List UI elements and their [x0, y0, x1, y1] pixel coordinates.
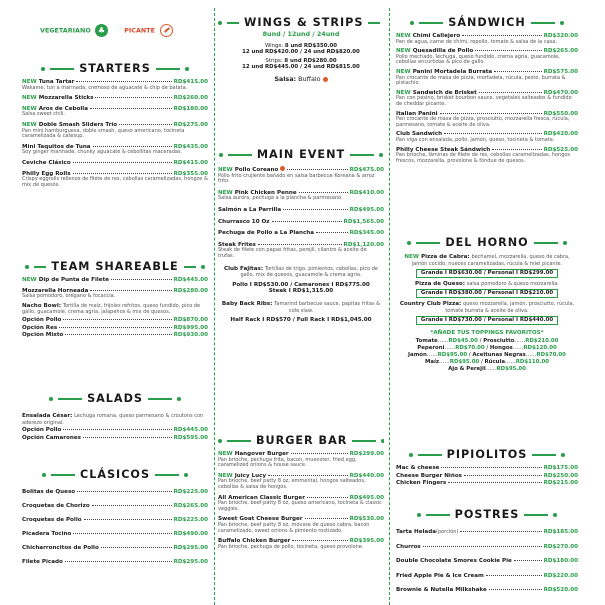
item-name: Fried Apple Pie & Ice Cream — [396, 572, 484, 579]
menu-item — [396, 473, 578, 480]
item-description: Wakame, tun a marinada, cremoso de aguacate & chip de batata. — [22, 84, 188, 91]
price-box: Grande I RD$630.00 / Personal I RD$299.00 — [416, 269, 558, 278]
item-price: RD$930.00 — [173, 332, 208, 339]
menu-item — [22, 106, 208, 118]
menu-column-middle — [218, 0, 384, 605]
item-name: Salmón a La Parrilla — [218, 206, 282, 213]
leader-dots — [292, 540, 347, 541]
menu-item — [396, 465, 578, 472]
leader-dots — [486, 575, 542, 576]
item-name: Pizza de Cabra: — [421, 254, 470, 260]
topping-row: Tomate……RD$45.00 / Prosciutto……RD$210.00 — [415, 337, 559, 344]
item-price: RD$345.00 — [349, 230, 384, 237]
postres-section — [396, 508, 578, 594]
new-badge: NEW — [396, 68, 411, 75]
leader-dots — [307, 497, 348, 498]
item-name: Quesadilla de Pollo — [412, 48, 474, 55]
topping-last: Ajo & Perejil……RD$95.00 — [448, 365, 526, 372]
item-price: RD$275.00 — [173, 121, 208, 128]
item-price: RD$595.00 — [173, 434, 208, 441]
menu-item — [22, 517, 208, 524]
item-name: Steak Frites — [218, 241, 256, 248]
item-name: Brownie & Nutella Milkshake — [396, 587, 487, 594]
menu-item — [396, 587, 578, 594]
pizza-item — [396, 301, 578, 325]
menu-item — [396, 558, 578, 565]
item-name: Picadera Tocino — [22, 531, 72, 538]
section-title: MAIN EVENT — [218, 148, 384, 161]
item-description: Salsa pomodoro, orégano & focaccia. — [22, 293, 116, 300]
item-price: RD$445.00 — [173, 277, 208, 283]
item-description: Pan brioche, beef patty 8 oz, mousse de queso cabra, bacon caramelizado, sweet onions & pimiento rostizado. — [218, 521, 370, 534]
menu-item — [22, 325, 208, 332]
leader-dots — [444, 133, 541, 134]
wings-section — [218, 16, 384, 83]
strips-prices: Strips: 8 und RD$280.00 — [265, 58, 337, 64]
new-badge: NEW — [396, 89, 411, 96]
salads-section — [22, 392, 208, 441]
item-name: Mozzarella Horneada — [22, 287, 89, 294]
item-description: Pan de agua, carne de chimi, repollo, tomate & salsa de la casa. — [396, 38, 557, 45]
club-fajitas: Club Fajitas: Tortillas de trigo, pimientos, cebollas, pico de gallo, mix de quesos, guacamole & crema agria. Pollo I RD$530.00 / Camarones I RD$775.00 Steak I RD$1,315.00 — [224, 265, 378, 295]
item-description: Pollo mechado, lechuga, queso fundido, crema agria, guacamole, cebollas encurtidas & pico de gallo. — [396, 53, 560, 66]
item-price: RD$215.00 — [543, 480, 578, 487]
item-name: Doble Smash Sliders Trio — [38, 121, 118, 128]
menu-item — [22, 559, 208, 566]
section-title: DEL HORNO — [396, 236, 578, 249]
menu-item — [22, 531, 208, 538]
item-name: Croquetas de Chorizo — [22, 503, 90, 510]
topping-name: Peperoni — [417, 344, 445, 351]
item-name: Country Club Pizza: — [399, 300, 462, 307]
menu-item — [218, 166, 384, 185]
item-price: RD$225.00 — [173, 489, 208, 495]
menu-item — [22, 95, 208, 102]
item-description: salsa pomodoro & queso mozzarella. — [466, 280, 559, 287]
baby-back-ribs: Baby Back Ribs: Tamarind barbecue sauce, papitas fritas & cole slaw. Half Rack I RD$570 / Full Rack I RD$1,045.00 — [221, 300, 381, 324]
leader-dots — [63, 429, 171, 430]
pipiolitos-section — [396, 448, 578, 487]
item-price: RD$280.00 — [173, 287, 208, 294]
item-name: Juicy Lucy — [234, 472, 267, 479]
item-name: Opción Camarones — [22, 434, 81, 441]
item-name: Philly Cheese Steak Sándwich — [396, 146, 491, 153]
menu-item — [218, 219, 384, 226]
menu-item — [396, 131, 578, 143]
wings-sizes: 8und / 12und / 24und — [262, 30, 340, 38]
menu-item — [22, 435, 208, 442]
column-divider — [389, 8, 390, 605]
item-name: Buffalo Chicken Burger — [218, 538, 291, 545]
item-price: RD$225.00 — [173, 517, 208, 524]
topping-name: Maíz — [425, 358, 440, 365]
leader-dots — [90, 108, 172, 109]
topping-price: RD$45.00 — [448, 337, 478, 344]
item-name: Churros — [396, 543, 421, 550]
menu-item — [218, 473, 384, 491]
leader-dots — [83, 437, 172, 438]
topping-row: Peperoni……RD$70.00 / Hongos……RD$120.00 — [417, 344, 557, 351]
item-price: RD$355.00 — [173, 170, 208, 177]
item-price: RD$180.00 — [173, 105, 208, 112]
sandwich-section — [396, 16, 578, 164]
leader-dots — [76, 81, 171, 82]
item-description: bechamel, mozzarella, queso de cabra, jamón cocido, nueces caramelizadas, rúcula & miel picante. — [411, 254, 570, 267]
leader-dots — [441, 467, 541, 468]
section-title: SÁNDWICH — [396, 16, 578, 29]
leader-dots — [423, 546, 542, 547]
item-price: RD$295.00 — [173, 559, 208, 566]
menu-item — [22, 122, 208, 140]
new-badge: NEW — [218, 167, 233, 173]
menu-item — [22, 288, 208, 300]
item-name: Croquetas de Pollo — [22, 517, 82, 524]
new-badge: NEW — [22, 95, 37, 102]
item-description: Pan crocante de masa de pizza, mortadela, rúcula, pesto, burrata & pistachio. — [396, 74, 566, 87]
item-price: RD$415.00 — [173, 159, 208, 166]
menu-item — [218, 451, 384, 469]
item-name: Pizza de Queso: — [415, 280, 465, 287]
item-description: Soy ginger marinade, chunky aguacate & cebollitas maceradas. — [22, 149, 183, 156]
item-price: RD$175.00 — [543, 465, 578, 471]
topping-row: Jamón……RD$95.00 / Aceitunas Negras……RD$70.00 — [408, 351, 566, 358]
item-name: Ceviche Clásico — [22, 159, 71, 166]
leader-dots — [65, 334, 171, 335]
item-name: Chimi Callejero — [412, 33, 461, 39]
item-name: Tarta Helada — [396, 529, 436, 535]
menu-item — [218, 207, 384, 214]
leader-dots — [93, 146, 172, 147]
menu-item — [22, 160, 208, 167]
item-description: queso mozzarella, jamón, prosciutto, rúcula, tomate burrata & aceite de oliva. — [445, 300, 575, 314]
item-name: Philly Egg Rolls — [22, 170, 71, 177]
menu-item — [22, 144, 208, 156]
item-name: Mini Taquitos de Tuna — [22, 143, 91, 150]
item-name: Double Chocolate Smores Cookie Pie — [396, 558, 512, 565]
item-price: RD$299.00 — [349, 451, 384, 457]
section-title: WINGS & STRIPS — [218, 16, 384, 29]
menu-item — [22, 332, 208, 339]
item-description: Pan con pesino, brisket bourbon sauce, vegetales salteados & fundido de cheddar picante. — [396, 95, 572, 107]
leader-dots — [291, 453, 348, 454]
menu-item — [22, 79, 208, 91]
item-price: RD$250.00 — [543, 472, 578, 479]
menu-item — [396, 573, 578, 580]
leader-dots — [464, 475, 542, 476]
new-badge: NEW — [218, 189, 233, 196]
item-name: Chicharroncitos de Pollo — [22, 545, 99, 552]
new-badge: NEW — [22, 121, 37, 128]
burger-section — [218, 434, 384, 550]
price-box: Grande I RD$730.00 / Personal I RD$440.00 — [416, 316, 558, 325]
topping-price: RD$210.00 — [525, 337, 559, 344]
item-price: RD$525.00 — [543, 146, 578, 153]
item-name: Opción Pollo — [22, 427, 62, 434]
legend-spicy: PICANTE — [124, 26, 156, 35]
starters-section — [22, 62, 208, 188]
item-description: Pan mini hamburguesa, doble smash, queso americano, tocineta caramelizada & catesup. — [22, 127, 185, 140]
leader-dots — [84, 519, 172, 520]
item-price: RD$415.00 — [173, 79, 208, 85]
topping-name: Tomate — [415, 337, 438, 344]
section-title: CLÁSICOS — [22, 468, 208, 481]
new-badge: NEW — [22, 105, 37, 112]
new-badge: NEW — [404, 254, 419, 260]
menu-item — [396, 529, 578, 536]
item-price: RD$495.00 — [349, 206, 384, 213]
item-name: Panini Mortadela Burrata — [412, 68, 493, 75]
leader-dots — [92, 505, 172, 506]
topping-name: Aceitunas Negras — [472, 351, 526, 358]
leader-dots — [63, 319, 171, 320]
item-price: RD$295.00 — [173, 545, 208, 552]
new-badge: NEW — [396, 48, 411, 55]
leader-dots — [73, 173, 172, 174]
item-name: Hangover Burger — [234, 451, 289, 457]
item-price: RD$1,120.00 — [343, 241, 384, 248]
section-title: STARTERS — [22, 62, 208, 75]
menu-item — [22, 427, 208, 434]
leader-dots — [90, 290, 171, 291]
legend-vegetarian: VEGETARIANO — [40, 26, 91, 35]
leader-dots — [492, 149, 541, 150]
section-title: PIPIOLITOS — [396, 448, 578, 461]
item-price: RD$410.00 — [349, 189, 384, 196]
wings-prices-more: 12 und RD$420.00 / 24 und RD$820.00 — [242, 49, 360, 55]
leader-dots — [287, 169, 347, 170]
item-name: Mac & cheese — [396, 465, 440, 471]
leader-dots — [489, 589, 542, 590]
menu-item — [218, 538, 384, 550]
topping-price: RD$70.00 — [536, 351, 566, 358]
menu-item — [22, 489, 208, 496]
item-price: RD$185.00 — [543, 529, 578, 535]
item-description: Pollo frito crujiente bañado en salsa barbecue Koreana & arroz frito. — [218, 172, 375, 185]
item-price: RD$995.00 — [173, 324, 208, 331]
section-title: POSTRES — [396, 508, 578, 521]
section-title: TEAM SHAREABLE — [22, 260, 208, 273]
item-name: Opción Pollo — [22, 316, 62, 323]
menu-column-left — [22, 0, 208, 605]
salsa-line: Salsa: Buffalo — [218, 75, 384, 83]
column-divider — [214, 8, 215, 605]
new-badge: NEW — [22, 277, 37, 283]
item-name: Bolitas de Queso — [22, 489, 76, 495]
item-price: RD$575.00 — [543, 68, 578, 75]
topping-name: Hongos — [489, 344, 513, 351]
leader-dots — [299, 192, 348, 193]
item-note: (porción) — [435, 529, 459, 535]
menu-item — [218, 495, 384, 513]
item-name: Dip de Punta de Filete — [38, 277, 110, 283]
item-description: Salsa aurora, pechuga a la plancha & parmesano. — [218, 195, 343, 202]
leader-dots — [316, 232, 347, 233]
clasicos-section — [22, 468, 208, 566]
leader-dots — [272, 221, 342, 222]
new-badge: NEW — [218, 472, 233, 479]
menu-item — [22, 171, 208, 189]
new-badge: NEW — [22, 79, 37, 85]
item-price: RD$435.00 — [173, 143, 208, 150]
menu-item — [396, 69, 578, 87]
topping-name: Jamón — [408, 351, 427, 358]
menu-item — [218, 230, 384, 237]
item-description: Salsa sweet chili. — [22, 111, 65, 118]
menu-item — [396, 48, 578, 66]
topping-name: Prosciutto — [483, 337, 515, 344]
leader-dots — [111, 279, 171, 280]
leader-dots — [475, 50, 541, 51]
shareable-section — [22, 260, 208, 339]
item-name: Sweet Goat Cheese Burger — [218, 516, 303, 523]
leaf-icon: ♣ — [95, 24, 108, 37]
item-name: Club Sandwich — [396, 131, 443, 138]
item-name: Italian Panini — [396, 110, 438, 117]
chili-icon — [280, 166, 285, 171]
leader-dots — [77, 491, 171, 492]
item-price: RD$220.00 — [543, 572, 578, 579]
item-name: Cheese Burger Niños — [396, 472, 463, 479]
menu-item — [396, 147, 578, 165]
item-price: RD$470.00 — [543, 89, 578, 96]
item-price: RD$445.00 — [173, 427, 208, 434]
item-name: Sandwich de Brisket — [412, 89, 477, 96]
item-description: Pan brioche, beef patty 8 oz, queso americano, tocineta & classic veggies. — [218, 500, 382, 512]
item-price: RD$495.00 — [349, 494, 384, 501]
leader-dots — [440, 113, 542, 114]
section-title: BURGER BAR — [218, 434, 384, 447]
item-name: Mozzarella Sticks — [38, 95, 94, 102]
item-price: RD$550.00 — [543, 110, 578, 117]
menu-item — [22, 503, 208, 510]
leader-dots — [448, 482, 541, 483]
leader-dots — [258, 244, 342, 245]
leader-dots — [514, 560, 542, 561]
strips-prices-more: 12 und RD$445.00 / 24 und RD$815.00 — [242, 64, 360, 70]
topping-name: Rúcula — [484, 358, 505, 365]
price-box: Grande I RD$380.00 / Personal I RD$210.00 — [416, 289, 558, 298]
menu-item — [396, 544, 578, 551]
leader-dots — [283, 209, 347, 210]
topping-row: Maíz……RD$95.00 / Rúcula……RD$110.00 — [425, 358, 549, 365]
item-name: Churrasco 10 Oz — [218, 218, 270, 225]
item-price: RD$490.00 — [173, 531, 208, 538]
leader-dots — [305, 518, 348, 519]
item-price: RD$1,565.00 — [343, 218, 384, 225]
leader-dots — [494, 71, 541, 72]
menu-item — [396, 111, 578, 129]
leader-dots — [462, 35, 541, 36]
pizza-item — [396, 254, 578, 278]
item-price: RD$520.00 — [543, 587, 578, 594]
toppings-title: *AÑADE TUS TOPPINGS FAVORITOS* — [430, 329, 544, 336]
item-price: RD$420.00 — [543, 131, 578, 138]
topping-price: RD$70.00 — [455, 344, 485, 351]
caesar-salad: Ensalada César: Lechuga romana, queso parmesano & croutons con aderezo original. — [22, 413, 204, 426]
item-name: Aros de Cebolla — [38, 105, 88, 112]
item-description: Steak de filete con papas fritas, perejil, cilantro & aceite de trufas. — [218, 247, 367, 259]
menu-item — [396, 480, 578, 487]
leader-dots — [95, 97, 171, 98]
leader-dots — [268, 475, 347, 476]
item-price: RD$265.00 — [543, 48, 578, 55]
item-description: Pan viga con ensalada, pollo, jamón, queso, tocineta & tomate. — [396, 136, 555, 143]
new-badge: NEW — [396, 33, 411, 39]
item-price: RD$395.00 — [349, 538, 384, 545]
menu-item — [396, 33, 578, 45]
item-price: RD$320.00 — [543, 33, 578, 39]
item-price: RD$440.00 — [349, 472, 384, 479]
menu-item — [22, 545, 208, 552]
item-name: Chicken Fingers — [396, 480, 447, 487]
item-price: RD$260.00 — [173, 95, 208, 102]
item-name: Pechuga de Pollo a La Plancha — [218, 230, 315, 237]
pizza-item — [396, 281, 578, 298]
item-name: Pollo Coreano — [234, 167, 279, 173]
nacho-bowl: Nacho Bowl: Tortilla de maíz, frijoles refritos, queso fundido, pico de gallo, guacamole, crema agria, jalapeños & mix de quesos. — [22, 302, 201, 316]
horno-section — [396, 236, 578, 372]
item-name: Opción Mixto — [22, 332, 64, 339]
topping-price: RD$95.00 — [449, 358, 480, 365]
menu-item — [218, 516, 384, 534]
leader-dots — [119, 124, 171, 125]
item-name: Opción Res — [22, 324, 58, 331]
chili-icon — [323, 77, 328, 82]
item-description: Crispy eggrolls rellenos de filete de res, cebollas caramelizadas, hongos & mix de quesos. — [22, 176, 208, 188]
topping-price: RD$110.00 — [515, 358, 549, 365]
item-description: Pan brioche, pechuga frita, bacon, muenster, fried egg, caramelized onions & house sauce. — [218, 456, 357, 469]
menu-item — [22, 277, 208, 284]
menu-item — [22, 317, 208, 324]
item-name: Pink Chicken Penne — [234, 189, 297, 196]
leader-dots — [73, 162, 172, 163]
menu-item — [218, 190, 384, 202]
new-badge: NEW — [218, 451, 233, 457]
leader-dots — [479, 92, 542, 93]
item-description: Pan brioche, beef patty 8 oz, emmental, hongos salteados, cebollas & salsa de hongos. — [218, 478, 366, 490]
chili-icon — [160, 24, 173, 37]
menu-item — [218, 242, 384, 260]
item-price: RD$265.00 — [173, 503, 208, 510]
leader-dots — [460, 531, 541, 532]
menu-column-right — [396, 0, 578, 605]
leader-dots — [65, 561, 172, 562]
topping-price: RD$95.00 — [437, 351, 468, 358]
item-description: Pan brioche, pechuga de pollo, tocineta, queso provolone. — [218, 543, 364, 550]
menu-item — [396, 90, 578, 108]
main-event-section — [218, 148, 384, 324]
item-price: RD$270.00 — [543, 543, 578, 550]
item-name: Filete Picado — [22, 559, 63, 566]
wings-prices: Wings: 8 und RD$350.00 — [264, 43, 338, 49]
leader-dots — [73, 533, 171, 534]
item-description: Pan brioche, láminas de filete de res, cebollas caramelizadas, hongos frescos, mozzarella, provolone & fondue de quesos. — [396, 152, 571, 164]
leader-dots — [101, 547, 172, 548]
item-name: All American Classic Burger — [218, 494, 305, 501]
item-price: RD$475.00 — [349, 167, 384, 173]
legend — [40, 24, 173, 37]
topping-price: RD$120.00 — [523, 344, 557, 351]
section-title: SALADS — [22, 392, 208, 405]
leader-dots — [59, 327, 171, 328]
item-description: Pan crocante de masa de pizza, prosciutto, mozzarella fresca, rúcula, parmesano, tomate & aceite de oliva. — [396, 116, 570, 128]
item-price: RD$180.00 — [543, 558, 578, 565]
item-price: RD$530.00 — [349, 516, 384, 523]
item-price: RD$870.00 — [173, 316, 208, 323]
item-name: Tuna Tartar — [38, 79, 75, 85]
